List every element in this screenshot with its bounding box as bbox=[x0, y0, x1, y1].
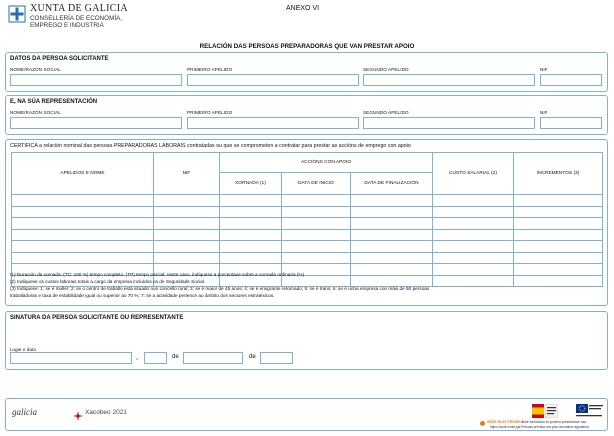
table-row bbox=[12, 229, 603, 241]
day-input[interactable] bbox=[144, 352, 167, 364]
preparers-table bbox=[11, 152, 603, 287]
row-cell[interactable] bbox=[433, 275, 514, 287]
row-cell[interactable] bbox=[351, 264, 433, 276]
certify-text: CERTIFICA a relación nominal das persoas PREPARADORAS LABORAIS contratadas ou que se comprometen a contratar para prestar as accións de emprego con apoio bbox=[10, 143, 411, 149]
place-input[interactable] bbox=[10, 352, 132, 364]
comma-separator: , bbox=[136, 354, 138, 361]
row-cell[interactable] bbox=[154, 218, 220, 230]
row-cell[interactable] bbox=[351, 275, 433, 287]
xunta-logo bbox=[8, 5, 26, 23]
galicia-logo: galicia bbox=[12, 407, 37, 417]
row-cell[interactable] bbox=[12, 195, 154, 207]
year-input[interactable] bbox=[260, 352, 293, 364]
note-2: (2) Indíquese os custos laborais totais a cargo da empresa incluídos os de Seguridade Social. bbox=[10, 279, 206, 284]
applicant-name-label: NOME/RAZÓN SOCIAL bbox=[10, 67, 61, 72]
xacobeo-icon bbox=[73, 408, 83, 418]
row-cell[interactable] bbox=[282, 218, 351, 230]
table-row bbox=[12, 195, 603, 207]
representative-surname1-label: PRIMEIRO APELIDO bbox=[187, 110, 233, 115]
row-cell[interactable] bbox=[351, 218, 433, 230]
row-cell[interactable] bbox=[351, 229, 433, 241]
row-cell[interactable] bbox=[282, 252, 351, 264]
applicant-nif-input[interactable] bbox=[540, 74, 602, 86]
applicant-surname1-input[interactable] bbox=[187, 74, 359, 86]
de-separator-1: de bbox=[172, 354, 179, 360]
xacobeo-logo: Xacobeo 2021 bbox=[85, 409, 127, 416]
row-cell[interactable] bbox=[514, 264, 603, 276]
sede-text-2: https://sede.xunta.gal Persoas prevista nos pola normativa reguladora bbox=[490, 425, 589, 429]
representative-surname1-input[interactable] bbox=[187, 117, 359, 129]
row-cell[interactable] bbox=[220, 229, 282, 241]
row-cell[interactable] bbox=[433, 206, 514, 218]
representative-title: E, NA SÚA REPRESENTACIÓN bbox=[10, 99, 98, 105]
signature-title: SINATURA DA PERSOA SOLICITANTE OU REPRESENTANTE bbox=[10, 315, 184, 321]
row-cell[interactable] bbox=[282, 206, 351, 218]
row-cell[interactable] bbox=[514, 241, 603, 253]
applicant-name-input[interactable] bbox=[10, 74, 182, 86]
representative-nif-label: NIF bbox=[540, 110, 548, 115]
sede-label: SEDE ELECTRÓNICA bbox=[487, 420, 524, 424]
spain-flag-icon bbox=[532, 404, 558, 418]
row-cell[interactable] bbox=[433, 218, 514, 230]
row-cell[interactable] bbox=[514, 252, 603, 264]
row-cell[interactable] bbox=[351, 241, 433, 253]
row-cell[interactable] bbox=[12, 229, 154, 241]
row-cell[interactable] bbox=[12, 206, 154, 218]
representative-name-label: NOME/RAZÓN SOCIAL bbox=[10, 110, 61, 115]
row-cell[interactable] bbox=[220, 195, 282, 207]
signature-section bbox=[5, 311, 608, 370]
form-title: RELACIÓN DAS PERSOAS PREPARADORAS QUE VAN PRESTAR APOIO bbox=[199, 43, 415, 50]
row-cell[interactable] bbox=[154, 195, 220, 207]
applicant-surname2-input[interactable] bbox=[363, 74, 535, 86]
row-cell[interactable] bbox=[433, 252, 514, 264]
table-row bbox=[12, 252, 603, 264]
row-cell[interactable] bbox=[220, 252, 282, 264]
table-row bbox=[12, 218, 603, 230]
row-cell[interactable] bbox=[433, 241, 514, 253]
applicant-section bbox=[5, 52, 608, 92]
header-increments: INCREMENTOS (3) bbox=[514, 153, 603, 195]
applicant-surname2-label: SEGUNDO APELIDO bbox=[363, 67, 409, 72]
annex-label: ANEXO VI bbox=[286, 5, 320, 12]
sede-text-1: Este formulario só poderá presentarse nas bbox=[522, 420, 587, 424]
note-3: (3) Indíquese: 1: se é muller; 2: se o centro de traballo está situado nun concello rural; 3: se é maior de 45 anos; 4: se é emigrante retornado; 5: se é trans; 6: se é unha empresa con máis de 50 persoas bbox=[10, 286, 430, 291]
row-cell[interactable] bbox=[12, 252, 154, 264]
representative-surname2-input[interactable] bbox=[363, 117, 535, 129]
row-cell[interactable] bbox=[433, 195, 514, 207]
row-cell[interactable] bbox=[351, 206, 433, 218]
de-separator-2: de bbox=[249, 354, 256, 360]
row-cell[interactable] bbox=[154, 252, 220, 264]
representative-nif-input[interactable] bbox=[540, 117, 602, 129]
row-cell[interactable] bbox=[433, 229, 514, 241]
note-3-continued: traballadoras e taxa de estabilidade igual ou superior ao 70 %; 7: se a actividade pertence ao ámbito dos sectores estratéxicos. bbox=[10, 293, 275, 298]
representative-name-input[interactable] bbox=[10, 117, 182, 129]
row-cell[interactable] bbox=[514, 218, 603, 230]
header-end-date: DATA DE FINALIZACIÓN bbox=[351, 173, 433, 195]
row-cell[interactable] bbox=[351, 252, 433, 264]
header-start-date: DATA DE INICIO bbox=[282, 173, 351, 195]
representative-surname2-label: SEGUNDO APELIDO bbox=[363, 110, 409, 115]
applicant-nif-label: NIF bbox=[540, 67, 548, 72]
header-actions: ACCIÓNS CON APOIO bbox=[220, 153, 433, 173]
table-row bbox=[12, 241, 603, 253]
eu-flag-icon bbox=[576, 404, 604, 418]
representative-section bbox=[5, 95, 608, 135]
row-cell[interactable] bbox=[282, 195, 351, 207]
header-nif: NIF bbox=[154, 153, 220, 195]
place-date-label: Lugar e data bbox=[10, 347, 36, 352]
dept-line-2: EMPREGO E INDUSTRIA bbox=[30, 22, 104, 29]
row-cell[interactable] bbox=[154, 241, 220, 253]
row-cell[interactable] bbox=[514, 229, 603, 241]
header-names: APELIDOS E NOME bbox=[12, 153, 154, 195]
row-cell[interactable] bbox=[433, 264, 514, 276]
row-cell[interactable] bbox=[351, 195, 433, 207]
sede-icon bbox=[480, 421, 485, 426]
footer-bar bbox=[5, 398, 608, 431]
note-1: (1) Duración da xornada: (TC: 100 %) tempo completo, (TP) tempo parcial; neste caso, indíquese a porcentaxe sobre a xornada ordinaria (%) bbox=[10, 272, 305, 277]
row-cell[interactable] bbox=[220, 218, 282, 230]
row-cell[interactable] bbox=[514, 195, 603, 207]
row-cell[interactable] bbox=[12, 218, 154, 230]
row-cell[interactable] bbox=[282, 241, 351, 253]
header-salary: CUSTO SALARIAL (2) bbox=[433, 153, 514, 195]
row-cell[interactable] bbox=[154, 206, 220, 218]
table-row bbox=[12, 206, 603, 218]
row-cell[interactable] bbox=[12, 241, 154, 253]
row-cell[interactable] bbox=[514, 275, 603, 287]
dept-line-1: CONSELLERÍA DE ECONOMÍA, bbox=[30, 15, 123, 22]
row-cell[interactable] bbox=[282, 229, 351, 241]
row-cell[interactable] bbox=[220, 241, 282, 253]
row-cell[interactable] bbox=[154, 229, 220, 241]
row-cell[interactable] bbox=[514, 206, 603, 218]
row-cell[interactable] bbox=[220, 206, 282, 218]
xunta-cross-icon bbox=[8, 5, 26, 23]
org-name: XUNTA DE GALICIA bbox=[30, 3, 128, 14]
applicant-surname1-label: PRIMEIRO APELIDO bbox=[187, 67, 233, 72]
month-input[interactable] bbox=[183, 352, 243, 364]
certify-section bbox=[5, 139, 608, 306]
header-workday: XORNADA (1) bbox=[220, 173, 282, 195]
applicant-title: DATOS DA PERSOA SOLICITANTE bbox=[10, 56, 109, 62]
